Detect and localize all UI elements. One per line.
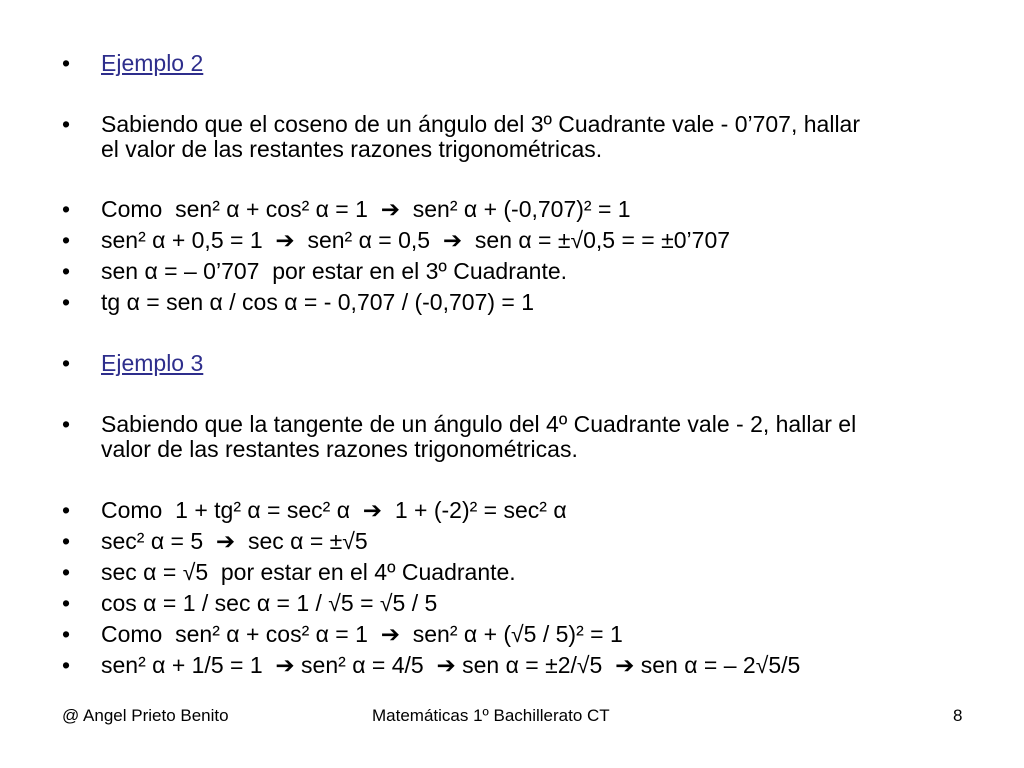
equation-line: sen² α + 0,5 = 1 ➔ sen² α = 0,5 ➔ sen α = ±√0,5 = = ±0’707 (101, 227, 731, 253)
bullet-icon: • (62, 411, 71, 437)
bullet-icon: • (62, 559, 71, 585)
page-number: 8 (953, 706, 963, 725)
bullet-icon: • (62, 590, 71, 616)
footer-course: Matemáticas 1º Bachillerato CT (372, 706, 610, 725)
heading-ejemplo-3: Ejemplo 3 (101, 350, 204, 376)
bullet-icon: • (62, 196, 71, 222)
bullet-icon: • (62, 350, 71, 376)
equation-line: sec² α = 5 ➔ sec α = ±√5 (101, 528, 368, 554)
statement-line: el valor de las restantes razones trigonométricas. (101, 136, 603, 162)
bullet-icon: • (62, 111, 71, 137)
bullet-icon: • (62, 258, 71, 284)
equation-line: Como 1 + tg² α = sec² α ➔ 1 + (-2)² = sec² α (101, 497, 567, 523)
statement-line: Sabiendo que el coseno de un ángulo del 3º Cuadrante vale - 0’707, hallar (101, 111, 861, 137)
statement-line: valor de las restantes razones trigonométricas. (101, 436, 578, 462)
equation-line: cos α = 1 / sec α = 1 / √5 = √5 / 5 (101, 590, 438, 616)
bullet-icon: • (62, 652, 71, 678)
equation-line: sen α = – 0’707 por estar en el 3º Cuadrante. (101, 258, 568, 284)
bullet-icon: • (62, 528, 71, 554)
bullet-icon: • (62, 497, 71, 523)
equation-line: Como sen² α + cos² α = 1 ➔ sen² α + (√5 / 5)² = 1 (101, 621, 623, 647)
equation-line: Como sen² α + cos² α = 1 ➔ sen² α + (-0,707)² = 1 (101, 196, 631, 222)
bullet-icon: • (62, 227, 71, 253)
statement-line: Sabiendo que la tangente de un ángulo del 4º Cuadrante vale - 2, hallar el (101, 411, 857, 437)
bullet-icon: • (62, 50, 71, 76)
bullet-icon: • (62, 289, 71, 315)
equation-line: sen² α + 1/5 = 1 ➔ sen² α = 4/5 ➔ sen α = ±2/√5 ➔ sen α = – 2√5/5 (101, 652, 801, 678)
heading-ejemplo-2: Ejemplo 2 (101, 50, 204, 76)
equation-line: tg α = sen α / cos α = - 0,707 / (-0,707) = 1 (101, 289, 535, 315)
bullet-icon: • (62, 621, 71, 647)
footer-author: @ Angel Prieto Benito (62, 706, 229, 725)
equation-line: sec α = √5 por estar en el 4º Cuadrante. (101, 559, 516, 585)
